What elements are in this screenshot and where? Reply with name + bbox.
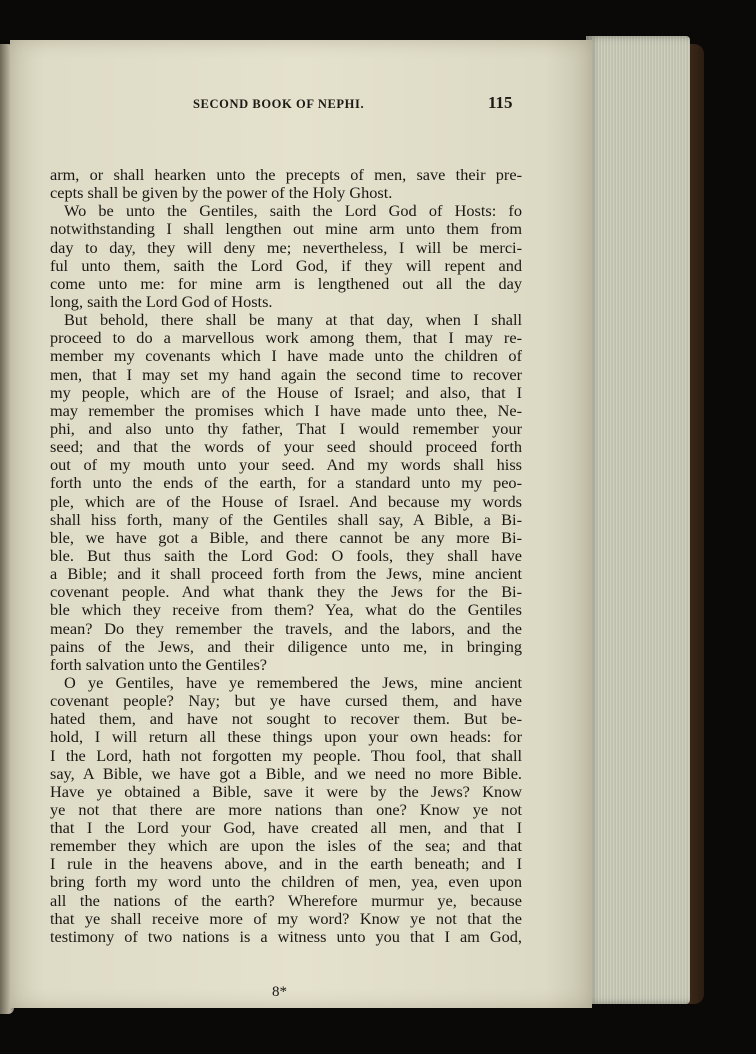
text-line: Wo be unto the Gentiles, saith the Lord God of Hosts: fo xyxy=(64,202,522,221)
text-line: ble, we have got a Bible, and there cannot be any more Bi- xyxy=(50,528,522,547)
text-line: covenant people? Nay; but ye have cursed them, and have xyxy=(50,692,522,711)
text-line: forth unto the ends of the earth, for a standard unto my peo- xyxy=(50,474,522,493)
text-line: mean? Do they remember the travels, and the labors, and the xyxy=(50,619,522,638)
text-line: long, saith the Lord God of Hosts. xyxy=(50,292,273,311)
text-line: day to day, they will deny me; nevertheless, I will be merci- xyxy=(50,238,522,257)
text-line: ble. But thus saith the Lord God: O fools, they shall have xyxy=(50,546,522,565)
text-line: my people, which are of the House of Israel; and also, that I xyxy=(50,383,522,402)
book-page xyxy=(10,40,592,1008)
running-head-title: SECOND BOOK OF NEPHI. xyxy=(193,97,365,111)
text-line: bring forth my word unto the children of men, yea, even upon xyxy=(50,873,522,892)
text-line: men, that I may set my hand again the second time to recover xyxy=(50,365,522,384)
text-line: that I the Lord your God, have created all men, and that I xyxy=(50,819,522,838)
text-line: phi, and also unto thy father, That I would remember your xyxy=(50,419,522,438)
signature-mark: 8* xyxy=(272,984,287,1000)
page-block-edges xyxy=(586,36,690,1004)
text-line: proceed to do a marvellous work among them, that I may re- xyxy=(50,329,522,348)
text-line: shall hiss forth, many of the Gentiles shall say, A Bible, a Bi- xyxy=(50,510,522,529)
text-line: forth salvation unto the Gentiles? xyxy=(50,655,268,674)
text-line: testimony of two nations is a witness unto you that I am God, xyxy=(50,927,522,946)
text-line: covenant people. And what thank they the Jews for the Bi- xyxy=(50,583,522,602)
page-number: 115 xyxy=(488,93,513,112)
text-line: Have ye obtained a Bible, save it were by the Jews? Know xyxy=(50,782,522,801)
text-line: I rule in the heavens above, and in the earth beneath; and I xyxy=(50,855,522,874)
text-line: out of my mouth unto your seed. And my words shall hiss xyxy=(50,456,522,475)
text-line: O ye Gentiles, have ye remembered the Jews, mine ancient xyxy=(64,673,522,692)
text-line: say, A Bible, we have got a Bible, and we need no more Bible. xyxy=(50,764,522,783)
text-line: a Bible; and it shall proceed forth from the Jews, mine ancient xyxy=(50,565,522,584)
text-line: ful unto them, saith the Lord God, if they will repent and xyxy=(50,256,522,275)
text-line: ple, which are of the House of Israel. And because my words xyxy=(50,492,522,511)
body-text xyxy=(50,166,522,946)
text-line: cepts shall be given by the power of the Holy Ghost. xyxy=(50,184,393,203)
text-line: ble which they receive from them? Yea, what do the Gentiles xyxy=(50,601,522,620)
text-line: But behold, there shall be many at that day, when I shall xyxy=(64,311,522,330)
text-line: I the Lord, hath not forgotten my people. Thou fool, that shall xyxy=(50,746,522,765)
text-line: all the nations of the earth? Wherefore murmur ye, because xyxy=(50,891,522,910)
text-line: notwithstanding I shall lengthen out mine arm unto them from xyxy=(50,220,522,239)
text-line: arm, or shall hearken unto the precepts of men, save their pre- xyxy=(50,166,522,184)
text-line: come unto me: for mine arm is lengthened out all the day xyxy=(50,274,522,293)
text-line: ye not that there are more nations than one? Know ye not xyxy=(50,800,522,819)
text-line: pains of the Jews, and their diligence unto me, in bringing xyxy=(50,637,522,656)
text-line: member my covenants which I have made unto the children of xyxy=(50,347,522,366)
text-line: hold, I will return all these things upon your own heads: for xyxy=(50,728,522,747)
text-line: remember they which are upon the isles of the sea; and that xyxy=(50,837,522,856)
text-line: may remember the promises which I have made unto thee, Ne- xyxy=(50,401,522,420)
text-line: seed; and that the words of your seed should proceed forth xyxy=(50,438,522,457)
text-line: hated them, and have not sought to recover them. But be- xyxy=(50,710,522,729)
text-line: that ye shall receive more of my word? Know ye not that the xyxy=(50,909,522,928)
running-head xyxy=(10,95,530,115)
